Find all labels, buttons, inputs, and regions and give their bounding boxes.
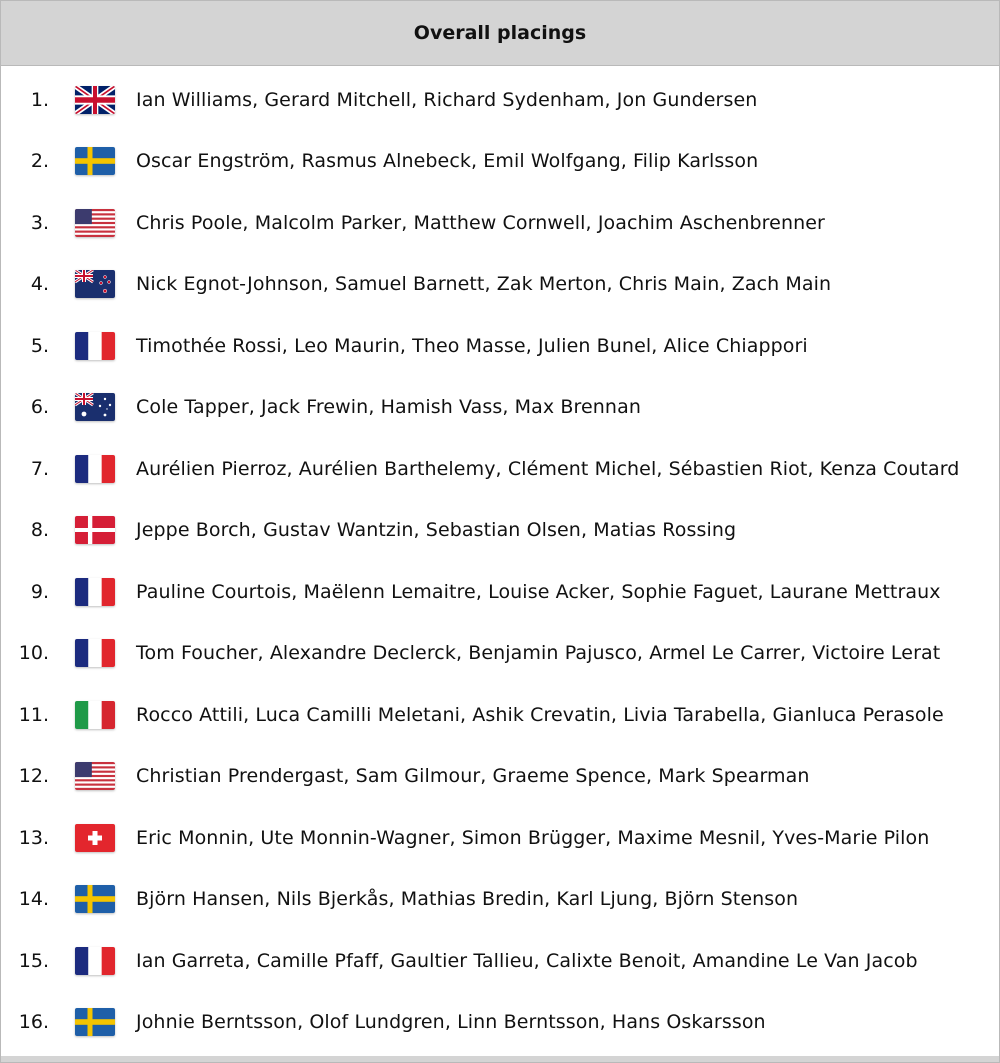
table-row: [1, 192, 999, 254]
team-members: Chris Poole, Malcolm Parker, Matthew Cornwell, Joachim Aschenbrenner: [136, 211, 825, 234]
table-row: [1, 561, 999, 623]
table-row: [1, 622, 999, 684]
united-states-flag-icon: [75, 762, 115, 790]
placing-rank: 12.: [18, 765, 49, 787]
team-members: Oscar Engström, Rasmus Alnebeck, Emil Wolfgang, Filip Karlsson: [136, 150, 759, 172]
sweden-flag-icon: [75, 1008, 115, 1036]
new-zealand-flag-icon: [75, 270, 115, 298]
switzerland-flag-icon: [75, 824, 115, 852]
united-kingdom-flag-icon: [75, 86, 115, 114]
team-members: Björn Hansen, Nils Bjerkås, Mathias Bredin, Karl Ljung, Björn Stenson: [136, 888, 799, 910]
table-row: [1, 745, 999, 807]
united-states-flag-icon: [75, 209, 115, 237]
placing-rank: 2.: [30, 150, 49, 172]
placing-rank: 15.: [18, 949, 49, 972]
team-members: Johnie Berntsson, Olof Lundgren, Linn Berntsson, Hans Oskarsson: [136, 1011, 766, 1033]
sweden-flag-icon: [75, 147, 115, 175]
denmark-flag-icon: [75, 516, 115, 544]
placing-rank: 3.: [30, 211, 49, 234]
placing-rank: 11.: [18, 703, 49, 726]
placing-rank: 8.: [30, 519, 49, 541]
team-members: Nick Egnot-Johnson, Samuel Barnett, Zak Merton, Chris Main, Zach Main: [136, 273, 832, 295]
team-members: Christian Prendergast, Sam Gilmour, Graeme Spence, Mark Spearman: [136, 765, 810, 787]
placing-rank: 14.: [18, 888, 49, 910]
placing-rank: 7.: [30, 457, 49, 480]
placing-rank: 1.: [30, 88, 49, 111]
table-title: Overall placings: [413, 22, 587, 44]
team-members: Tom Foucher, Alexandre Declerck, Benjamin Pajusco, Armel Le Carrer, Victoire Lerat: [136, 642, 941, 664]
france-flag-icon: [75, 578, 115, 606]
team-members: Timothée Rossi, Leo Maurin, Theo Masse, Julien Bunel, Alice Chiappori: [136, 334, 808, 357]
table-row: [1, 253, 999, 315]
table-row: [1, 499, 999, 561]
placing-rank: 9.: [30, 580, 49, 603]
table-header: [1, 1, 999, 66]
placing-rank: 4.: [30, 273, 49, 295]
team-members: Cole Tapper, Jack Frewin, Hamish Vass, Max Brennan: [136, 396, 641, 418]
australia-flag-icon: [75, 393, 115, 421]
table-footer-bar: [1, 1056, 999, 1062]
team-members: Pauline Courtois, Maëlenn Lemaitre, Louise Acker, Sophie Faguet, Laurane Mettraux: [136, 580, 941, 603]
placing-rank: 5.: [30, 334, 49, 357]
placing-rank: 10.: [18, 642, 49, 664]
france-flag-icon: [75, 332, 115, 360]
team-members: Ian Garreta, Camille Pfaff, Gaultier Tallieu, Calixte Benoit, Amandine Le Van Jacob: [136, 949, 918, 972]
team-members: Ian Williams, Gerard Mitchell, Richard Sydenham, Jon Gundersen: [136, 88, 758, 111]
sweden-flag-icon: [75, 885, 115, 913]
table-row: [1, 376, 999, 438]
table-row: [1, 130, 999, 192]
table-row: [1, 684, 999, 746]
italy-flag-icon: [75, 701, 115, 729]
france-flag-icon: [75, 455, 115, 483]
table-row: [1, 930, 999, 992]
team-members: Jeppe Borch, Gustav Wantzin, Sebastian Olsen, Matias Rossing: [136, 519, 737, 541]
table-row: [1, 69, 999, 131]
table-row: [1, 315, 999, 377]
table-row: [1, 991, 999, 1053]
table-row: [1, 438, 999, 500]
team-members: Aurélien Pierroz, Aurélien Barthelemy, Clément Michel, Sébastien Riot, Kenza Coutard: [136, 457, 960, 480]
team-members: Rocco Attili, Luca Camilli Meletani, Ashik Crevatin, Livia Tarabella, Gianluca Perasole: [136, 703, 944, 726]
team-members: Eric Monnin, Ute Monnin-Wagner, Simon Brügger, Maxime Mesnil, Yves-Marie Pilon: [136, 826, 930, 849]
placing-rank: 6.: [30, 396, 49, 418]
france-flag-icon: [75, 947, 115, 975]
table-row: [1, 868, 999, 930]
placing-rank: 13.: [18, 826, 49, 849]
table-row: [1, 807, 999, 869]
france-flag-icon: [75, 639, 115, 667]
placing-rank: 16.: [18, 1011, 49, 1033]
